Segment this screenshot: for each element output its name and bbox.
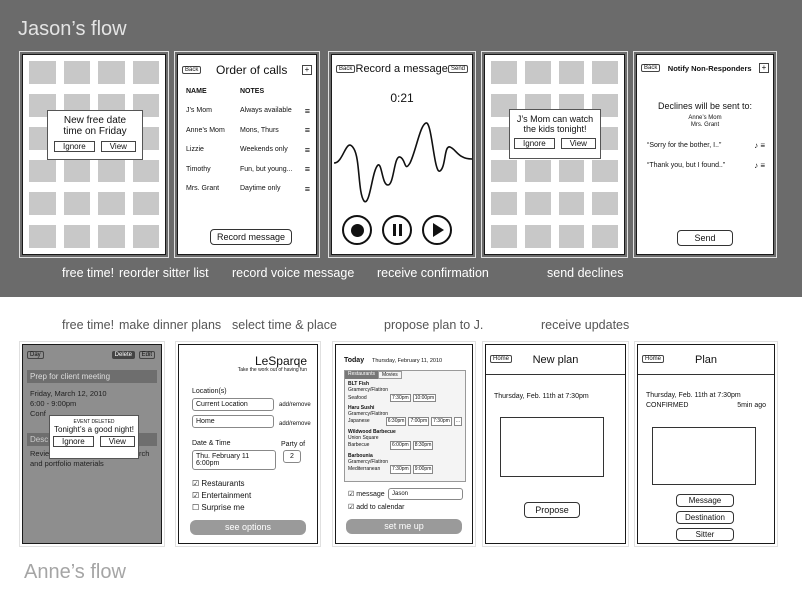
time-slot-button[interactable]: 6:00pm xyxy=(392,442,409,449)
drag-handle-icon[interactable]: ≡ xyxy=(304,125,310,136)
event-time: 6:00 - 9:00pm xyxy=(30,399,77,408)
description-text: Revie xyxy=(30,449,50,458)
notification-line1: J’s Mom can watch xyxy=(516,114,594,124)
map-placeholder xyxy=(500,417,604,477)
back-button[interactable]: Back xyxy=(336,65,355,73)
message-button[interactable]: Message xyxy=(676,494,734,507)
time-slot-button[interactable]: 7:00pm xyxy=(410,418,428,425)
time-slot-button[interactable]: 7:30pm xyxy=(392,466,409,473)
table-row[interactable] xyxy=(186,101,310,121)
screen-new-plan xyxy=(485,344,626,544)
list-item xyxy=(348,453,462,474)
caption-reorder: reorder sitter list xyxy=(119,266,209,280)
good-night-notification xyxy=(49,415,139,459)
venue-type: Seafood xyxy=(348,394,367,401)
table-row[interactable] xyxy=(186,179,310,199)
venue-name[interactable]: Barbounia xyxy=(348,452,373,459)
event-location: Conf xyxy=(30,409,46,418)
event-deleted-label: EVENT DELETED xyxy=(73,419,115,425)
app-tagline: Take the work out of having fun xyxy=(237,367,307,373)
caption-select: select time & place xyxy=(232,318,337,332)
drag-handle-icon[interactable]: ≡ xyxy=(304,144,310,155)
caption-dinner: make dinner plans xyxy=(119,318,222,332)
sitter-name: Lizzie xyxy=(186,146,204,154)
tab-restaurants[interactable]: Restaurants xyxy=(345,371,378,379)
waveform-icon xyxy=(332,115,473,205)
screen-dinner-plans xyxy=(178,344,318,544)
checked-icon: ☑ xyxy=(192,491,202,500)
free-time-notification xyxy=(47,110,143,160)
see-options-button[interactable]: see options xyxy=(190,520,306,535)
screen-title: New plan xyxy=(532,354,579,366)
ignore-button[interactable]: Ignore xyxy=(514,138,555,149)
destination-button[interactable]: Destination xyxy=(676,511,734,524)
datetime-label: Date & Time xyxy=(192,440,231,447)
day-button[interactable]: Day xyxy=(27,351,44,359)
time-slot-button[interactable]: 7:30pm xyxy=(433,418,450,425)
drag-handle-icon[interactable]: ≡ xyxy=(304,164,310,175)
caption-record: record voice message xyxy=(232,266,355,280)
date-label: Thursday, February 11, 2010 xyxy=(372,358,443,364)
time-slot-button[interactable]: 10:00pm xyxy=(414,394,435,401)
pause-button[interactable] xyxy=(382,215,412,245)
caption-free-time: free time! xyxy=(62,318,115,332)
party-size-input[interactable]: 2 xyxy=(283,450,301,463)
screen-title: Plan xyxy=(694,354,718,366)
play-button[interactable] xyxy=(422,215,452,245)
ignore-button[interactable]: Ignore xyxy=(54,141,95,152)
view-button[interactable]: View xyxy=(561,138,596,149)
venue-type: Barbecue xyxy=(348,442,370,449)
view-button[interactable]: View xyxy=(100,436,135,447)
edit-button[interactable]: Edit xyxy=(139,351,155,359)
send-button[interactable]: Send xyxy=(448,65,468,73)
add-icon[interactable]: + xyxy=(759,63,769,73)
notification-line2: the kids tonight! xyxy=(523,124,587,134)
notification-line1: New free date xyxy=(63,115,127,126)
location-input-2[interactable]: Home xyxy=(192,415,274,428)
screen-notify-non-responders xyxy=(636,54,774,255)
record-message-button[interactable]: Record message xyxy=(210,229,292,245)
view-button[interactable]: View xyxy=(101,141,136,152)
ignore-button[interactable]: Ignore xyxy=(53,436,94,447)
drag-handle-icon[interactable]: ♪ ≡ xyxy=(754,141,765,150)
venue-type: Mediterranean xyxy=(348,466,381,473)
location-input-1[interactable]: Current Location xyxy=(192,398,274,411)
recipient-2: Mrs. Grant xyxy=(690,122,720,128)
venue-area: Gramercy/Flatiron xyxy=(348,458,389,465)
col-notes: NOTES xyxy=(240,88,265,95)
back-button[interactable]: Back xyxy=(182,66,201,74)
jason-flow-title: Jason’s flow xyxy=(18,18,127,40)
event-date: Friday, March 12, 2010 xyxy=(30,389,107,398)
venue-area: Gramercy/Flatiron xyxy=(348,387,389,394)
checked-icon: ☑ xyxy=(192,479,202,488)
sitter-name: J’s Mom xyxy=(186,107,212,115)
table-row[interactable] xyxy=(186,140,310,160)
send-button[interactable]: Send xyxy=(677,230,733,246)
home-button[interactable]: Home xyxy=(642,355,664,363)
time-slot-button[interactable]: ... xyxy=(455,418,460,425)
time-slot-button[interactable]: 6:30pm xyxy=(387,418,405,425)
sitter-button[interactable]: Sitter xyxy=(676,528,734,541)
declines-intro: Declines will be sent to: xyxy=(657,101,753,111)
list-item xyxy=(348,429,462,450)
message-recipient-input[interactable]: Jason xyxy=(388,488,463,500)
screen-order-of-calls xyxy=(177,54,317,255)
time-slot-button[interactable]: 8:30pm xyxy=(414,442,432,449)
recipient-1: Anne’s Mom xyxy=(688,115,722,121)
description-text-2: rch xyxy=(139,449,150,458)
anne-flow-title: Anne’s flow xyxy=(24,561,126,583)
venue-area: Union Square xyxy=(348,435,379,442)
message-checkbox[interactable]: ☑ message xyxy=(348,491,385,498)
add-remove-link[interactable]: add/remove xyxy=(279,421,311,427)
checked-icon: ☑ xyxy=(348,491,357,498)
venue-area: Gramercy/Flatiron xyxy=(348,411,389,418)
notification-line2: time on Friday xyxy=(63,126,127,137)
sitter-name: Anne’s Mom xyxy=(186,126,225,134)
list-item xyxy=(348,405,462,426)
sitter-notes: Fun, but young... xyxy=(240,165,293,173)
screen-free-time xyxy=(22,54,166,255)
delete-button[interactable]: Delete xyxy=(112,351,135,359)
screen-title: Record a message xyxy=(355,63,448,75)
caption-declines: send declines xyxy=(547,266,624,280)
location-label: Location(s) xyxy=(192,388,227,395)
table-row[interactable] xyxy=(186,160,310,180)
col-name: NAME xyxy=(186,88,207,95)
time-slot-button[interactable]: 9:00pm xyxy=(414,466,432,473)
sitter-notes: Weekends only xyxy=(240,146,288,154)
venue-name[interactable]: BLT Fish xyxy=(348,381,370,387)
event-title: Prep for client meeting xyxy=(27,370,157,383)
screen-record-message xyxy=(331,54,473,255)
screen-select-time xyxy=(335,344,473,544)
party-label: Party of xyxy=(281,441,306,448)
decline-message-2: “Thank you, but I found..” xyxy=(647,162,726,169)
today-label: Today xyxy=(344,357,365,364)
venue-name[interactable]: Wildwood Barbecue xyxy=(348,428,396,435)
add-remove-link[interactable]: add/remove xyxy=(279,402,311,408)
sitter-name: Timothy xyxy=(186,165,211,173)
app-logo: LeSparqe xyxy=(254,354,307,368)
caption-propose: propose plan to J. xyxy=(384,318,484,332)
recording-timer: 0:21 xyxy=(390,91,414,105)
sitter-name: Mrs. Grant xyxy=(186,185,220,193)
plan-status: CONFIRMED xyxy=(646,402,689,409)
sitter-notes: Daytime only xyxy=(240,185,281,193)
option-surprise[interactable]: ☐ Surprise me xyxy=(192,503,245,512)
venue-list xyxy=(344,370,466,482)
screen-title: Notify Non-Responders xyxy=(667,63,752,73)
caption-confirmation: receive confirmation xyxy=(377,266,489,280)
decline-message-1: “Sorry for the bother, I..” xyxy=(647,142,722,149)
record-button[interactable] xyxy=(342,215,372,245)
plan-date: Thursday, Feb. 11th at 7:30pm xyxy=(646,392,741,399)
screen-calendar-event xyxy=(22,344,162,544)
time-slot-button[interactable]: 7:30pm xyxy=(392,394,409,401)
back-button[interactable]: Back xyxy=(641,64,660,72)
tab-movies[interactable]: Movies xyxy=(378,371,402,379)
confirmation-notification xyxy=(509,109,601,159)
sitter-notes: Mons, Thurs xyxy=(240,126,279,134)
notification-text: Tonight’s a good night! xyxy=(54,425,134,434)
unchecked-icon: ☐ xyxy=(192,503,202,512)
drag-handle-icon[interactable]: ≡ xyxy=(304,183,310,194)
list-item xyxy=(348,381,462,402)
caption-free-time: free time! xyxy=(62,266,115,280)
drag-handle-icon[interactable]: ≡ xyxy=(304,105,310,116)
record-icon xyxy=(351,224,364,237)
propose-button[interactable]: Propose xyxy=(524,502,580,518)
pause-icon xyxy=(393,224,402,236)
screen-confirmation xyxy=(484,54,625,255)
screen-plan-updates xyxy=(637,344,775,544)
calendar-checkbox[interactable]: ☑ add to calendar xyxy=(348,504,405,511)
description-text-3: and portfolio materials xyxy=(30,459,104,468)
checked-icon: ☑ xyxy=(348,504,357,511)
venue-name[interactable]: Haru Sushi xyxy=(348,404,375,411)
screen-title: Order of calls xyxy=(215,63,288,77)
option-restaurants[interactable]: ☑ Restaurants xyxy=(192,479,245,488)
sitter-notes: Always available xyxy=(240,107,292,115)
table-row[interactable] xyxy=(186,121,310,141)
plan-updated-ago: 5min ago xyxy=(737,402,766,409)
description-label: Desc xyxy=(27,433,157,446)
option-entertainment[interactable]: ☑ Entertainment xyxy=(192,491,252,500)
set-me-up-button[interactable]: set me up xyxy=(346,519,462,534)
home-button[interactable]: Home xyxy=(490,355,512,363)
drag-handle-icon[interactable]: ♪ ≡ xyxy=(754,161,765,170)
add-icon[interactable]: + xyxy=(302,65,312,75)
venue-type: Japanese xyxy=(348,418,370,425)
caption-updates: receive updates xyxy=(541,318,630,332)
play-icon xyxy=(433,223,444,237)
datetime-input[interactable]: Thu. February 11 6:00pm xyxy=(192,450,276,470)
map-placeholder xyxy=(652,427,756,485)
plan-date: Thursday, Feb. 11th at 7:30pm xyxy=(494,393,589,400)
